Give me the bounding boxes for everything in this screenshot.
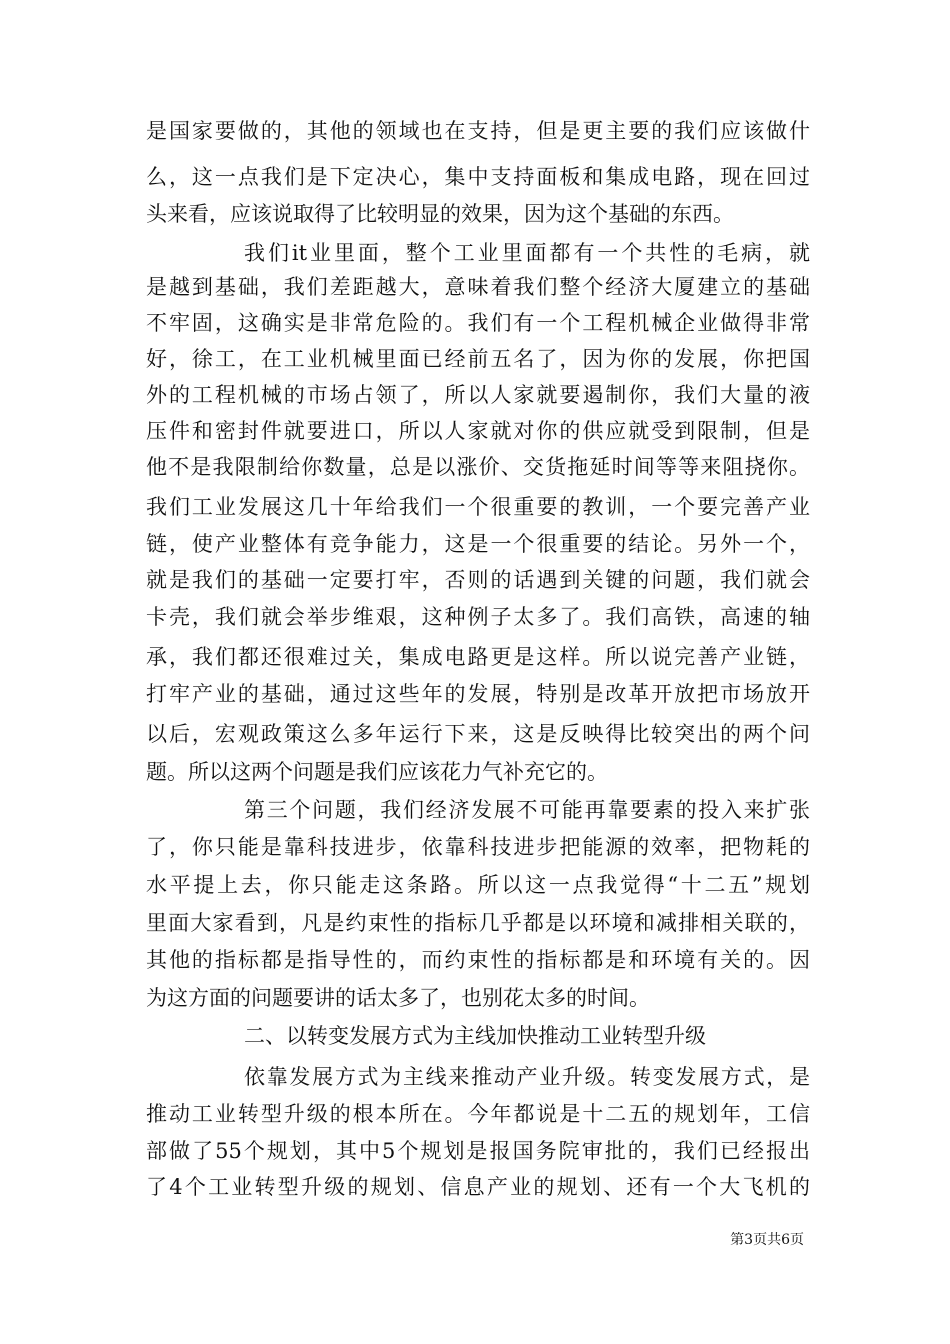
text-line: 好，徐工，在工业机械里面已经前五名了，因为你的发展，你把国	[146, 347, 810, 371]
text-line: 就是我们的基础一定要打牢，否则的话遇到关键的问题，我们就会	[146, 568, 810, 592]
text-line: 里面大家看到，凡是约束性的指标几乎都是以环境和减排相关联的，	[146, 911, 810, 935]
page-number: 第3页共6页	[730, 1232, 804, 1248]
text-line: 链，使产业整体有竞争能力，这是一个很重要的结论。另外一个，	[146, 532, 810, 556]
text-line: 题。所以这两个问题是我们应该花力气补充它的。	[146, 760, 608, 784]
text-line: 头来看，应该说取得了比较明显的效果，因为这个基础的东西。	[146, 202, 734, 226]
text-line: 是国家要做的，其他的领域也在支持，但是更主要的我们应该做什	[146, 119, 810, 143]
text-line: 为这方面的问题要讲的话太多了，也别花太多的时间。	[146, 986, 650, 1010]
text-line: 推动工业转型升级的根本所在。今年都说是十二五的规划年，工信	[146, 1102, 810, 1126]
section-heading: 二、以转变发展方式为主线加快推动工业转型升级	[244, 1024, 706, 1048]
text-line: 压件和密封件就要进口，所以人家就对你的供应就受到限制，但是	[146, 419, 810, 443]
text-line: 是越到基础，我们差距越大，意味着我们整个经济大厦建立的基础	[146, 275, 810, 299]
text-line: 不牢固，这确实是非常危险的。我们有一个工程机械企业做得非常	[146, 311, 810, 335]
paragraph-start-line: 我们it业里面，整个工业里面都有一个共性的毛病，就	[244, 241, 810, 265]
paragraph-start-line: 依靠发展方式为主线来推动产业升级。转变发展方式，是	[244, 1065, 810, 1089]
text-line: 打牢产业的基础，通过这些年的发展，特别是改革开放把市场放开	[146, 682, 810, 706]
text-line: 以后，宏观政策这么多年运行下来，这是反映得比较突出的两个问	[146, 722, 810, 746]
paragraph-start-line: 第三个问题，我们经济发展不可能再靠要素的投入来扩张	[244, 798, 810, 822]
text-line: 水平提上去，你只能走这条路。所以这一点我觉得“十二五”规划	[146, 873, 810, 897]
text-line: 承，我们都还很难过关，集成电路更是这样。所以说完善产业链，	[146, 645, 810, 669]
text-line: 我们工业发展这几十年给我们一个很重要的教训，一个要完善产业	[146, 495, 810, 519]
text-line: 了，你只能是靠科技进步，依靠科技进步把能源的效率，把物耗的	[146, 835, 810, 859]
text-line: 么，这一点我们是下定决心，集中支持面板和集成电路，现在回过	[146, 165, 810, 189]
text-line: 外的工程机械的市场占领了，所以人家就要遏制你，我们大量的液	[146, 383, 810, 407]
text-line: 其他的指标都是指导性的，而约束性的指标都是和环境有关的。因	[146, 948, 810, 972]
text-line: 了4个工业转型升级的规划、信息产业的规划、还有一个大飞机的	[146, 1175, 810, 1199]
text-line: 卡壳，我们就会举步维艰，这种例子太多了。我们高铁，高速的轴	[146, 605, 810, 629]
text-line: 他不是我限制给你数量，总是以涨价、交货拖延时间等等来阻挠你。	[146, 455, 810, 479]
text-line: 部做了55个规划，其中5个规划是报国务院审批的，我们已经报出	[146, 1139, 810, 1163]
